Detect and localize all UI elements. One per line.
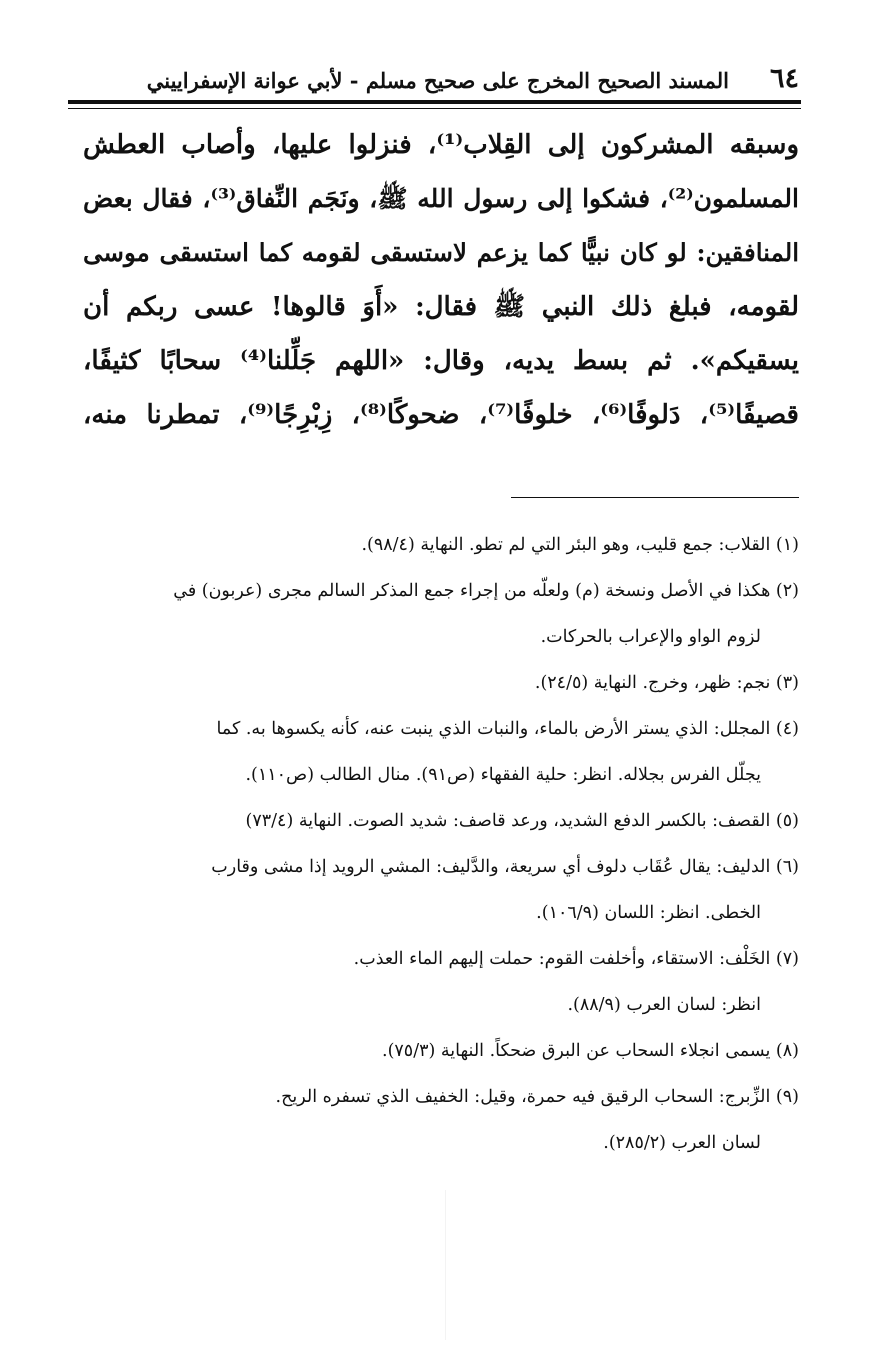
text-line: المسلمون⁽²⁾، فشكوا إلى رسول الله ﷺ، ونَجَم النِّفاق⁽³⁾، فقال بعض bbox=[83, 184, 799, 213]
footnote-1: (١) القلاب: جمع قليب، وهو البئر التي لم تطو. النهاية (٩٨/٤). bbox=[361, 535, 799, 555]
footnote-4: (٤) المجلل: الذي يستر الأرض بالماء، والنبات الذي ينبت عنه، كأنه يكسوها به. كما bbox=[216, 719, 799, 739]
footnotes bbox=[83, 522, 799, 1166]
page-number: ٦٤ bbox=[769, 63, 799, 94]
footnote-6-continuation: الخطى. انظر: اللسان (١٠٦/٩). bbox=[536, 903, 761, 923]
footnote-5: (٥) القصف: بالكسر الدفع الشديد، ورعد قاصف: شديد الصوت. النهاية (٧٣/٤) bbox=[245, 811, 799, 831]
footnote-4-continuation: يجلّل الفرس بجلاله. انظر: حلية الفقهاء (ص٩١). منال الطالب (ص١١٠). bbox=[245, 765, 761, 785]
page-crease bbox=[445, 1190, 446, 1340]
footnote-9: (٩) الزِّبرج: السحاب الرقيق فيه حمرة، وقيل: الخفيف الذي تسفره الريح. bbox=[275, 1087, 799, 1107]
footnote-6: (٦) الدليف: يقال عُقَاب دلوف أي سريعة، والدَّليف: المشي الرويد إذا مشى وقارب bbox=[211, 857, 799, 877]
running-header bbox=[92, 62, 799, 100]
main-text bbox=[83, 118, 799, 442]
text-line: لقومه، فبلغ ذلك النبي ﷺ فقال: «أَوَ قالوها! عسى ربكم أن bbox=[83, 292, 800, 322]
footnote-8: (٨) يسمى انجلاء السحاب عن البرق ضحكاً. النهاية (٧٥/٣). bbox=[382, 1041, 799, 1061]
header-rule-thin bbox=[68, 108, 801, 109]
footnote-7: (٧) الخَلْف: الاستقاء، وأخلفت القوم: حملت إليهم الماء العذب. bbox=[353, 949, 799, 969]
text-line: وسبقه المشركون إلى القِلاب⁽¹⁾، فنزلوا عليها، وأصاب العطش bbox=[83, 130, 800, 160]
footnote-7-continuation: انظر: لسان العرب (٨٨/٩). bbox=[567, 995, 761, 1015]
footnote-3: (٣) نجم: ظهر، وخرج. النهاية (٢٤/٥). bbox=[534, 673, 799, 693]
header-rule bbox=[68, 100, 801, 104]
footnote-separator bbox=[511, 497, 799, 498]
running-title: المسند الصحيح المخرج على صحيح مسلم - لأبي عوانة الإسفراييني bbox=[146, 68, 729, 93]
footnote-2-continuation: لزوم الواو والإعراب بالحركات. bbox=[540, 627, 761, 647]
footnote-2: (٢) هكذا في الأصل ونسخة (م) ولعلّه من إجراء جمع المذكر السالم مجرى (عربون) في bbox=[173, 581, 799, 601]
footnote-9-continuation: لسان العرب (٢٨٥/٢). bbox=[603, 1133, 761, 1153]
text-line: يسقيكم». ثم بسط يديه، وقال: «اللهم جَلِّلنا⁽⁴⁾ سحابًا كثيفًا، bbox=[83, 346, 799, 376]
text-line: المنافقين: لو كان نبيًّا كما يزعم لاستسقى لقومه كما استسقى موسى bbox=[83, 238, 799, 267]
text-line: قصيفًا⁽⁵⁾، دَلوفًا⁽⁶⁾، خلوفًا⁽⁷⁾، ضحوكًا⁽⁸⁾، زِبْرِجًا⁽⁹⁾، تمطرنا منه، bbox=[83, 400, 799, 430]
